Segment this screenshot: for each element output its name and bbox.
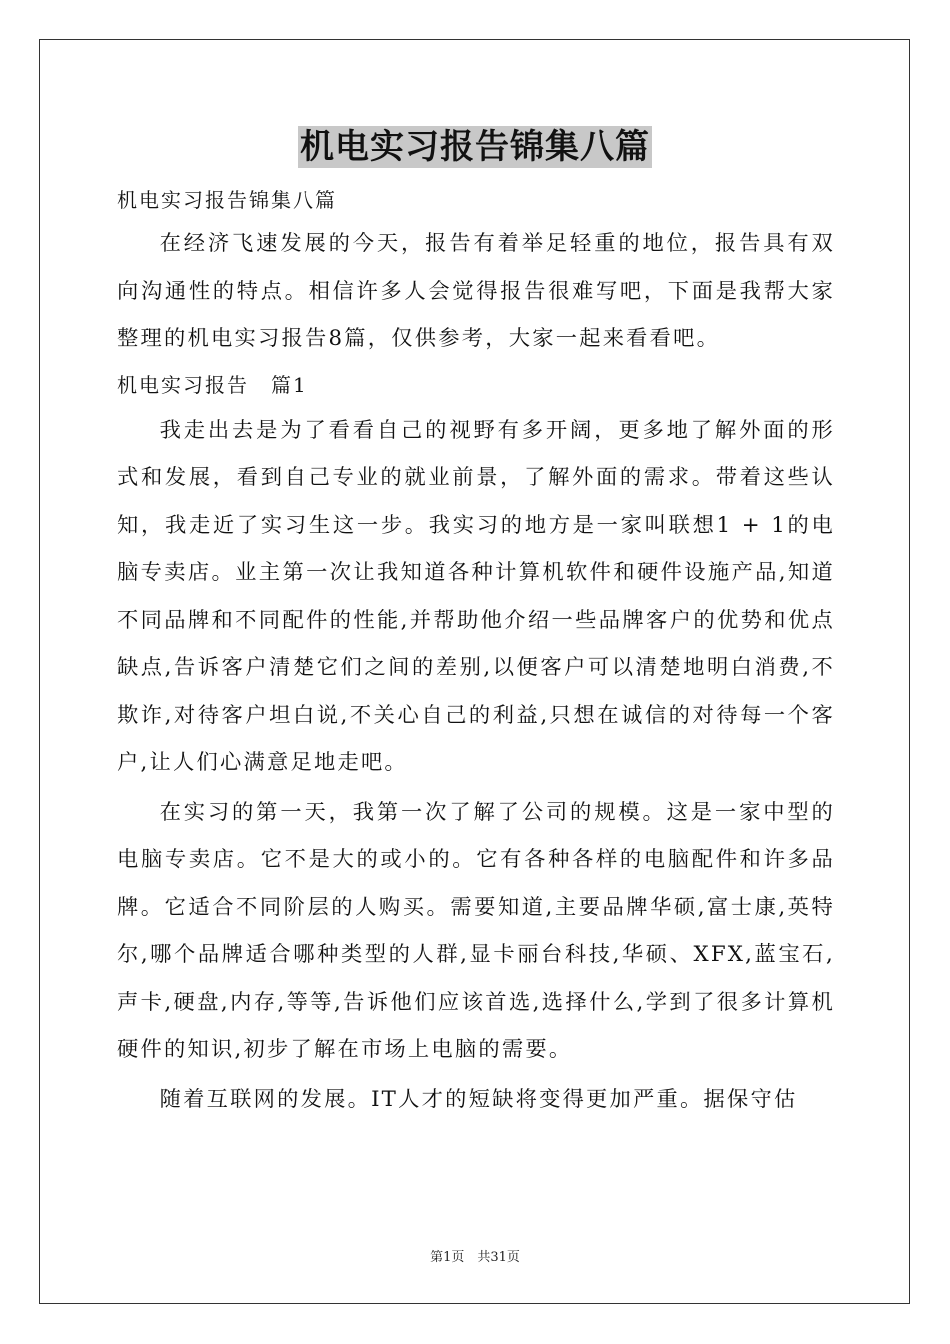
body-paragraph: 随着互联网的发展。IT人才的短缺将变得更加严重。据保守估: [159, 1086, 798, 1112]
page-footer: 第1页 共31页: [430, 1250, 520, 1265]
document-body: [117, 180, 835, 1123]
body-paragraph: 我走出去是为了看看自己的视野有多开阔，更多地了解外面的形式和发展，看到自己专业的就业前景，了解外面的需求。带着这些认知，我走近了实习生这一步。我实习的地方是一家叫联想1 + 1的电脑专卖店。业主第一次让我知道各种计算机软件和硬件设施产品,知道不同品牌和不同配件的性能,并帮助他介绍一些品牌客户的优势和优点缺点,告诉客户清楚它们之间的差别,以便客户可以清楚地明白消费,不欺诈,对待客户坦白说,不关心自己的利益,只想在诚信的对待每一个客户,让人们心满意足地走吧。: [117, 417, 835, 775]
title-wrap: [0, 126, 950, 168]
body-paragraph: 在实习的第一天，我第一次了解了公司的规模。这是一家中型的电脑专卖店。它不是大的或小的。它有各种各样的电脑配件和许多品牌。它适合不同阶层的人购买。需要知道,主要品牌华硕,富士康,英特尔,哪个品牌适合哪种类型的人群,显卡丽台科技,华硕、XFX,蓝宝石,声卡,硬盘,内存,等等,告诉他们应该首选,选择什么,学到了很多计算机硬件的知识,初步了解在市场上电脑的需要。: [117, 799, 835, 1062]
intro-paragraph: 在经济飞速发展的今天，报告有着举足轻重的地位，报告具有双向沟通性的特点。相信许多人会觉得报告很难写吧，下面是我帮大家整理的机电实习报告8篇，仅供参考，大家一起来看看吧。: [117, 231, 835, 351]
document-subtitle: 机电实习报告锦集八篇: [117, 188, 337, 212]
document-title: 机电实习报告锦集八篇: [300, 127, 650, 167]
section-heading: 机电实习报告 篇1: [117, 372, 308, 397]
